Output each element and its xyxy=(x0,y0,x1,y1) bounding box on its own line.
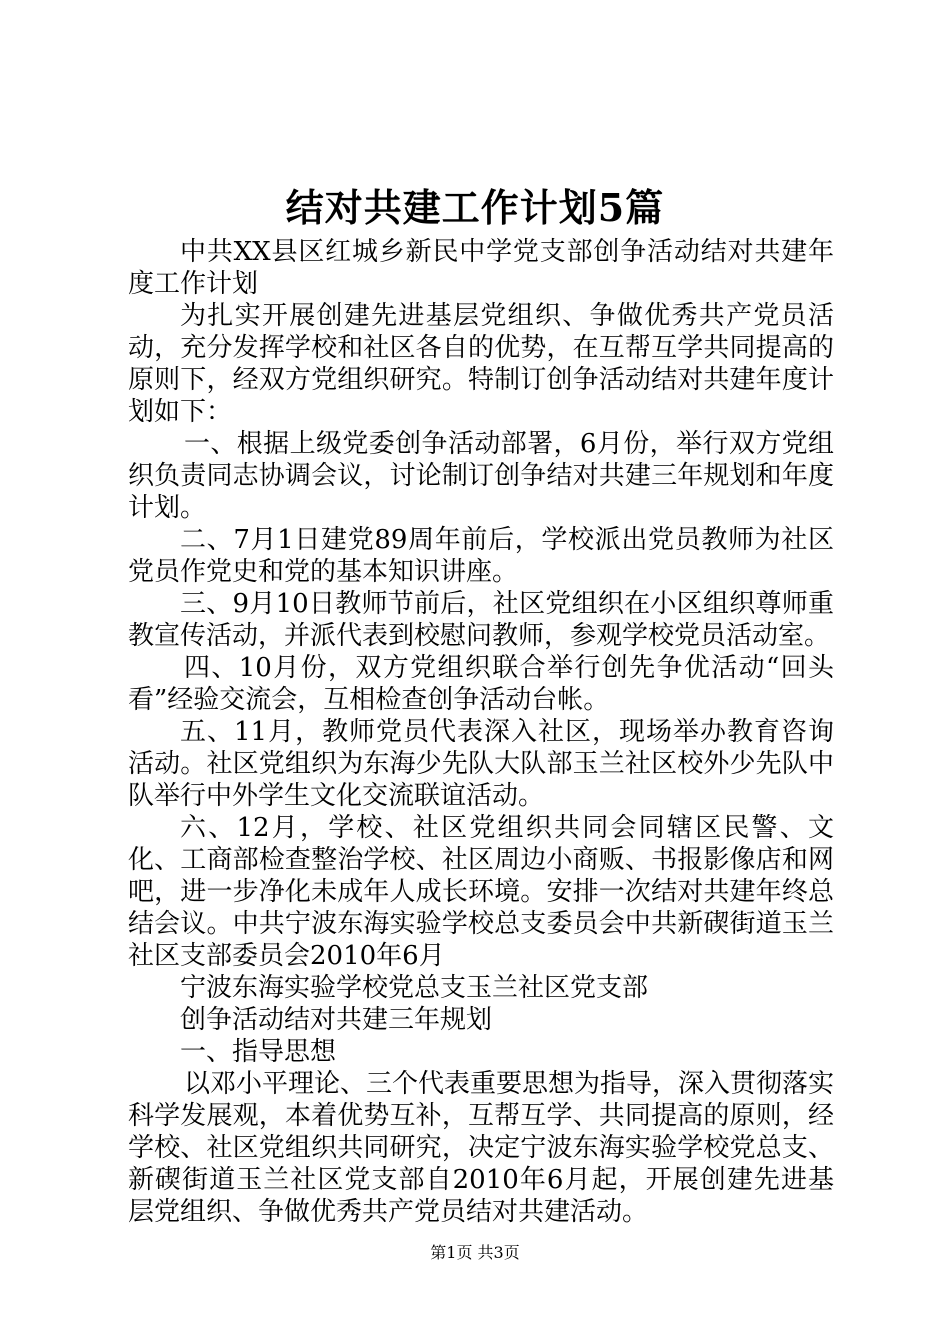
document-title: 结对共建工作计划5篇 xyxy=(285,185,665,230)
document-body xyxy=(128,236,834,1228)
paragraph: 一、根据上级党委创争活动部署，6月份，举行双方党组织负责同志协调会议，讨论制订创争结对共建三年规划和年度计划。 xyxy=(128,429,834,523)
paragraph: 为扎实开展创建先进基层党组织、争做优秀共产党员活动，充分发挥学校和社区各自的优势，在互帮互学共同提高的原则下，经双方党组织研究。特制订创争活动结对共建年度计划如下： xyxy=(128,301,834,427)
paragraph: 六、12月，学校、社区党组织共同会同辖区民警、文化、工商部检查整治学校、社区周边小商贩、书报影像店和网吧，进一步净化未成年人成长环境。安排一次结对共建年终总结会议。中共宁波东海实验学校总支委员会中共新碶街道玉兰社区支部委员会2010年6月 xyxy=(128,813,834,971)
section-heading: 一、指导思想 xyxy=(180,1037,337,1067)
signature-line: 宁波东海实验学校党总支玉兰社区党支部 xyxy=(180,973,649,1003)
page-footer: 第1页 共3页 xyxy=(430,1243,520,1262)
section-heading: 创争活动结对共建三年规划 xyxy=(180,1005,493,1035)
paragraph: 三、9月10日教师节前后，社区党组织在小区组织尊师重教宣传活动，并派代表到校慰问教师，参观学校党员活动室。 xyxy=(128,589,834,651)
paragraph: 以邓小平理论、三个代表重要思想为指导，深入贯彻落实科学发展观，本着优势互补，互帮互学、共同提高的原则，经学校、社区党组织共同研究，决定宁波东海实验学校党总支、新碶街道玉兰社区党支部自2010年6月起，开展创建先进基层党组织、争做优秀共产党员结对共建活动。 xyxy=(128,1069,835,1227)
paragraph: 四、10月份，双方党组织联合举行创先争优活动“回头看”经验交流会，互相检查创争活动台帐。 xyxy=(128,653,834,715)
paragraph: 五、11月，教师党员代表深入社区，现场举办教育咨询活动。社区党组织为东海少先队大队部玉兰社区校外少先队中队举行中外学生文化交流联谊活动。 xyxy=(128,717,834,811)
paragraph: 二、7月1日建党89周年前后，学校派出党员教师为社区党员作党史和党的基本知识讲座。 xyxy=(128,525,834,587)
paragraph: 中共XX县区红城乡新民中学党支部创争活动结对共建年度工作计划 xyxy=(128,237,834,299)
